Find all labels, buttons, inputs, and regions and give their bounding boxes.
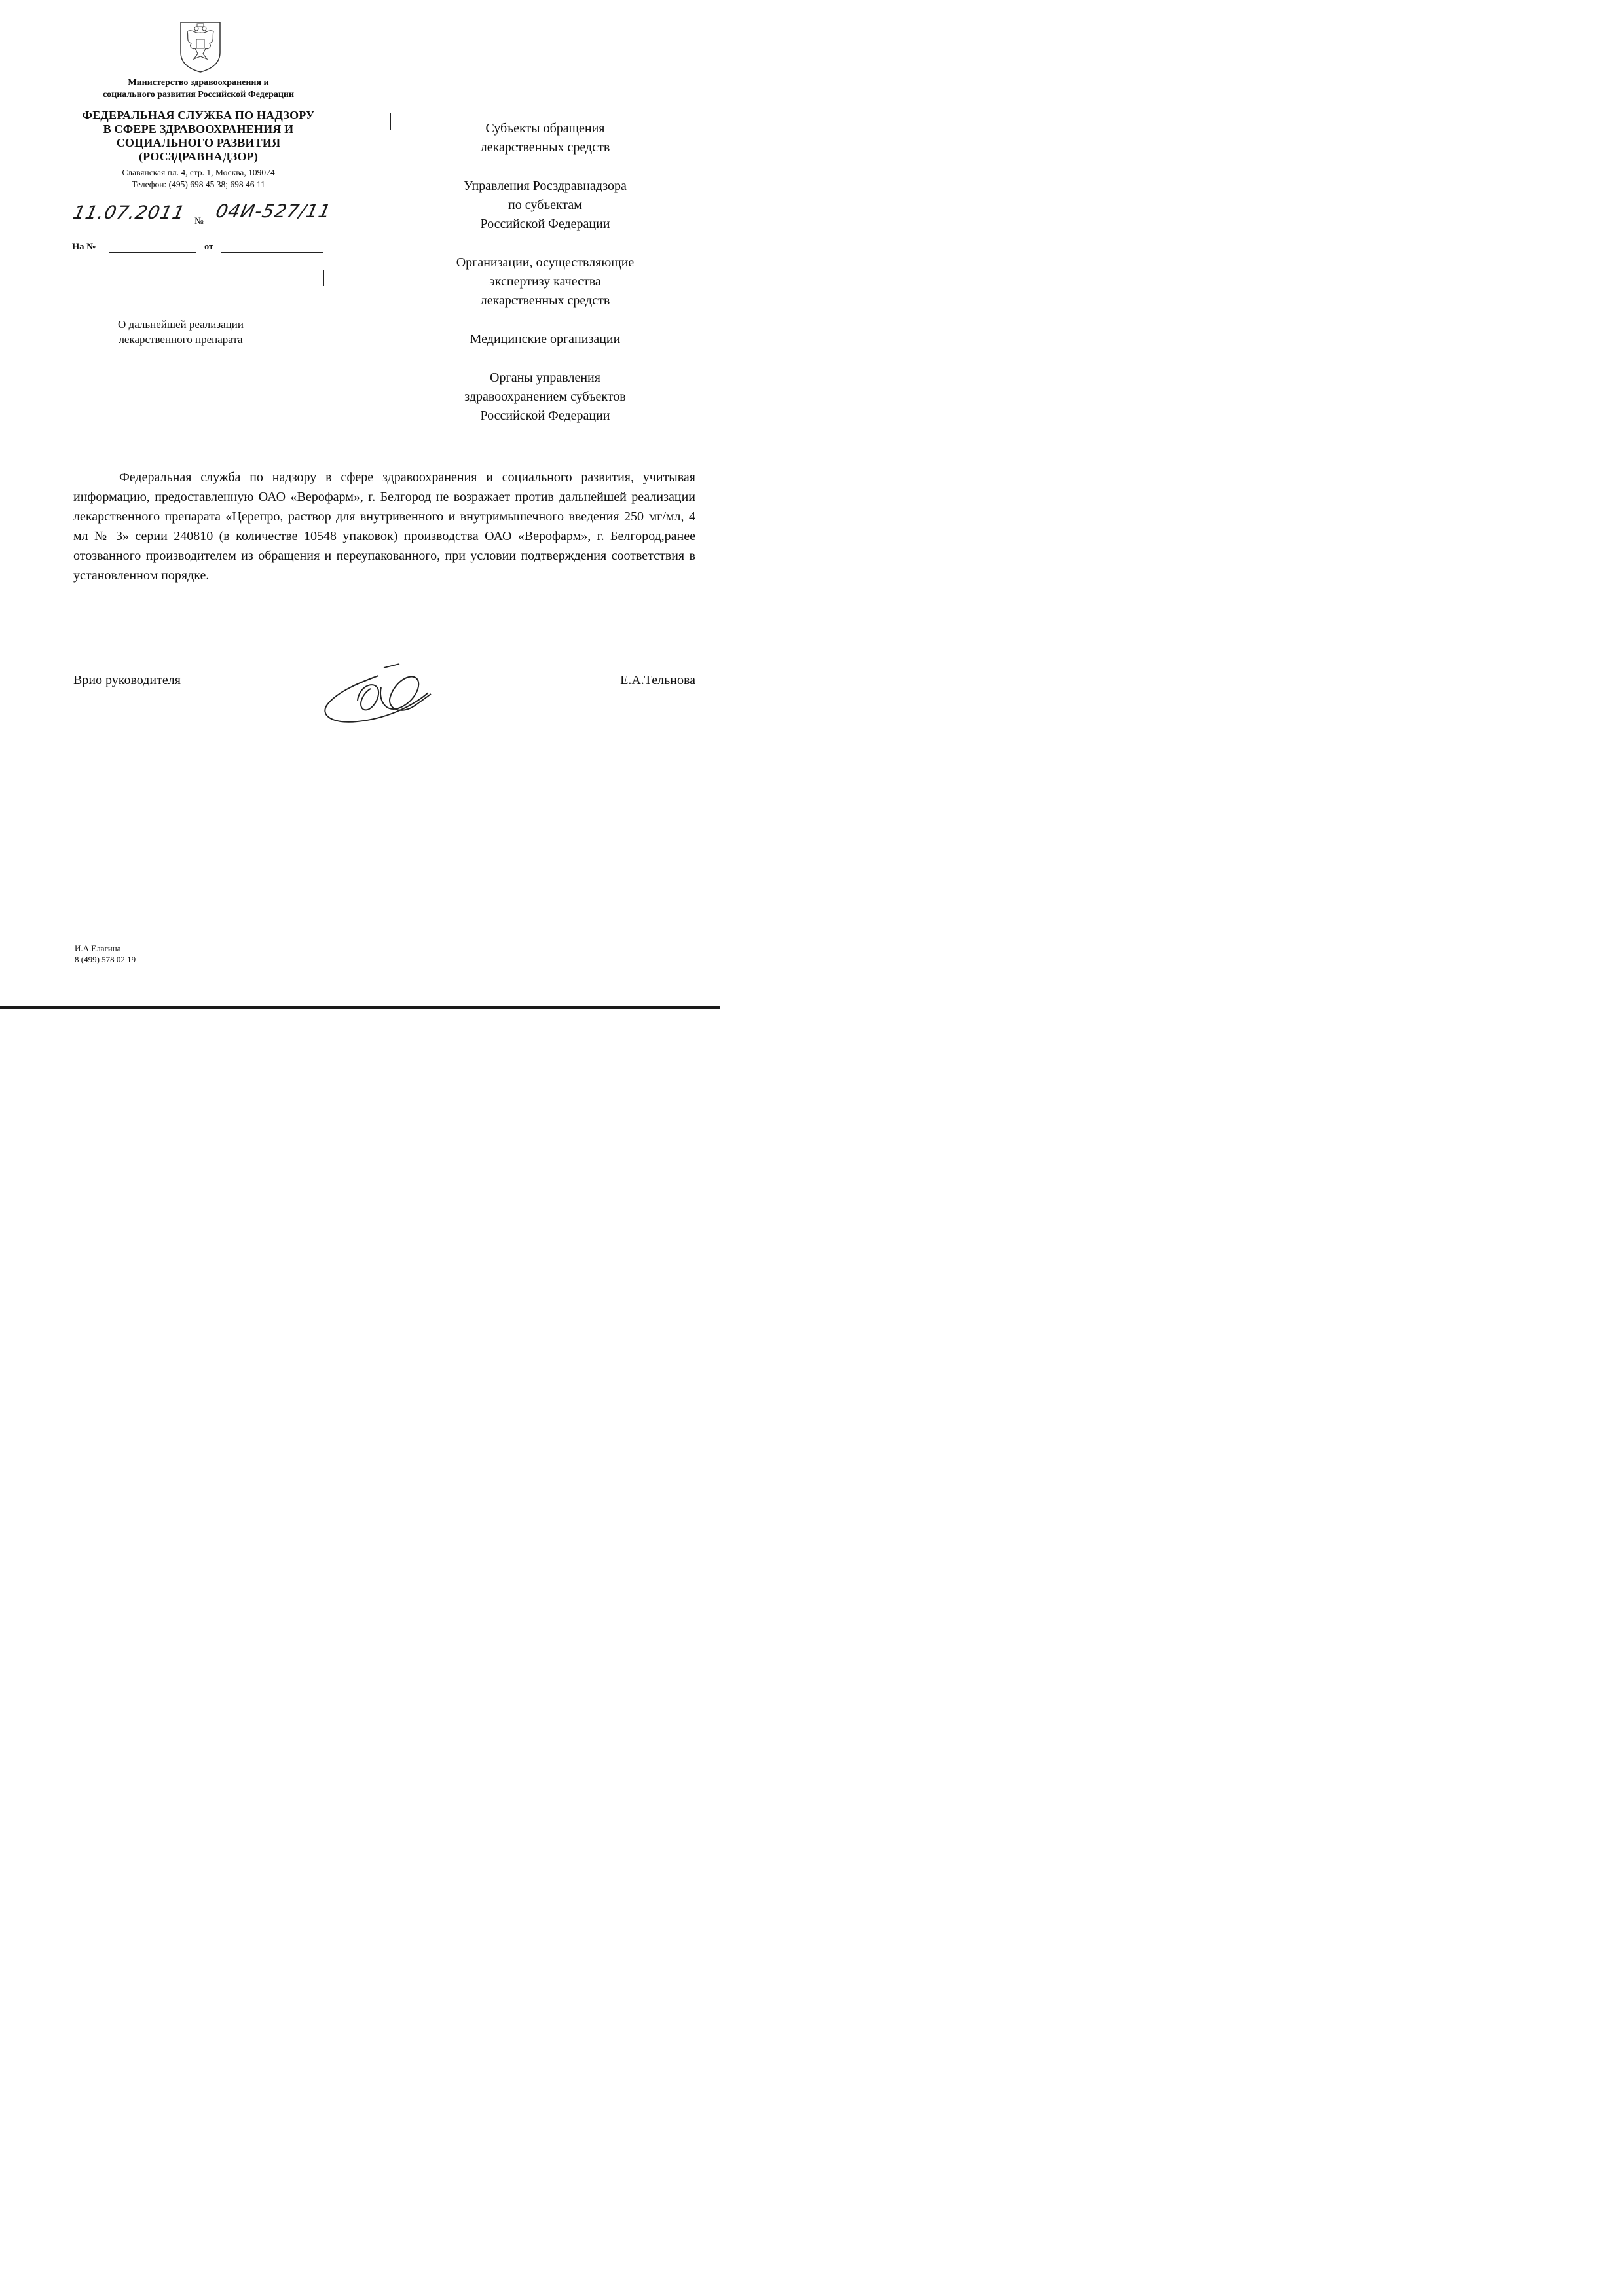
- addressee-line: лекарственных средств: [480, 140, 610, 155]
- handwritten-signature: [318, 661, 443, 730]
- addressee-line: экспертизу качества: [489, 274, 601, 289]
- service-name: [71, 109, 326, 164]
- addressee-group: [419, 119, 671, 157]
- from-label: от: [204, 242, 214, 252]
- corner-mark: [308, 270, 324, 286]
- addressee-group: [419, 330, 671, 349]
- registration-number: 04И-527/11: [213, 200, 333, 222]
- service-line: ФЕДЕРАЛЬНАЯ СЛУЖБА ПО НАДЗОРУ: [82, 109, 315, 122]
- registration-date: 11.07.2011: [71, 202, 187, 223]
- addressee-group: [419, 253, 671, 310]
- ministry-line: Министерство здравоохранения и: [128, 78, 269, 88]
- addressee-line: Субъекты обращения: [485, 121, 605, 136]
- addressee-line: Медицинские организации: [470, 332, 621, 346]
- number-sign: №: [194, 216, 204, 227]
- executor-phone: 8 (499) 578 02 19: [75, 955, 136, 964]
- service-line: (РОСЗДРАВНАДЗОР): [138, 150, 259, 163]
- addressee-line: Управления Росздравнадзора: [464, 179, 627, 193]
- ministry-name: [71, 77, 326, 101]
- signatory-name: Е.А.Тельнова: [620, 673, 695, 687]
- subject-line: лекарственного препарата: [119, 333, 243, 346]
- letter-body: Федеральная служба по надзору в сфере здравоохранения и социального развития, учитывая информацию, предоставленную ОАО «Верофарм», г. Белгород не возражает против дальнейшей реализации лекарственного препарата «Церепро, раствор для внутривенного и внутримышечного введения 250 мг/мл, 4 мл № 3» серии 240810 (в количестве 10548 упаковок) производства ОАО «Верофарм», г. Белгород,ранее отозванного производителем из обращения и переупакованного, при условии подтверждения соответствия в установленном порядке.: [73, 470, 695, 583]
- corner-mark: [676, 117, 693, 134]
- page-bottom-border: [0, 1006, 720, 1009]
- addressee-line: Российской Федерации: [480, 217, 610, 231]
- corner-mark: [390, 113, 408, 130]
- executor-name: И.А.Елагина: [75, 943, 121, 953]
- addressee-line: Органы управления: [490, 371, 600, 385]
- service-address: [71, 167, 326, 191]
- subject-line: О дальнейшей реализации: [118, 318, 244, 331]
- executor-info: [75, 943, 136, 965]
- ref-number-underline: [109, 252, 196, 253]
- addressee-line: Организации, осуществляющие: [456, 255, 635, 270]
- addressee-line: лекарственных средств: [480, 293, 610, 308]
- addressee-group: [419, 177, 671, 234]
- service-line: СОЦИАЛЬНОГО РАЗВИТИЯ: [116, 136, 281, 149]
- address-line: Славянская пл. 4, стр. 1, Москва, 109074: [122, 168, 275, 177]
- ministry-line: социального развития Российской Федерации: [102, 90, 295, 100]
- coat-of-arms-icon: [178, 20, 223, 73]
- signatory-title: Врио руководителя: [73, 673, 181, 687]
- from-underline: [221, 252, 323, 253]
- ref-number-label: На №: [72, 242, 96, 252]
- service-line: В СФЕРЕ ЗДРАВООХРАНЕНИЯ И: [103, 122, 294, 136]
- addressee-block: [419, 119, 671, 445]
- addressee-line: Российской Федерации: [480, 409, 610, 423]
- addressee-line: по субъектам: [508, 198, 582, 212]
- phone-line: Телефон: (495) 698 45 38; 698 46 11: [132, 179, 265, 189]
- corner-mark: [71, 270, 87, 286]
- addressee-line: здравоохранением субъектов: [464, 390, 626, 404]
- addressee-group: [419, 369, 671, 426]
- letter-subject: [89, 317, 272, 347]
